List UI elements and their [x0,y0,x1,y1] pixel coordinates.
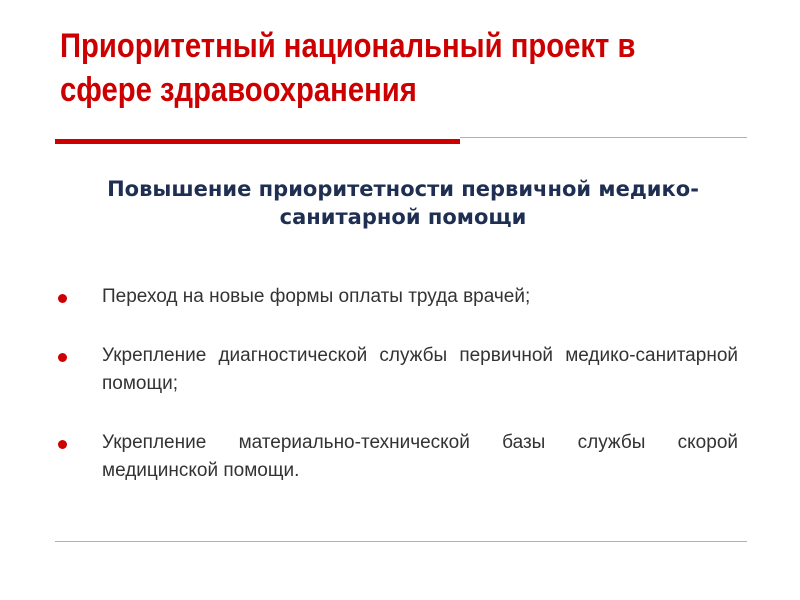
bullet-text: Переход на новые формы оплаты труда врачей; [102,286,531,307]
bullet-item [58,342,738,398]
bottom-divider [55,541,747,542]
bullet-text: Укрепление диагностической службы первичной медико-санитарной помощи; [102,345,738,394]
bullet-dot-icon [58,353,67,362]
title-underline-thick [55,139,460,144]
bullet-dot-icon [58,440,67,449]
bullet-list [58,283,738,516]
bullet-text: Укрепление материально-технической базы службы скорой медицинской помощи. [102,432,738,481]
bullet-dot-icon [58,294,67,303]
bullet-item [58,429,738,485]
slide-subtitle: Повышение приоритетности первичной медико-санитарной помощи [107,177,699,229]
slide-title: Приоритетный национальный проект в сфере здравоохранения [60,27,636,109]
bullet-item [58,283,738,311]
title-underline-thin [460,137,747,138]
